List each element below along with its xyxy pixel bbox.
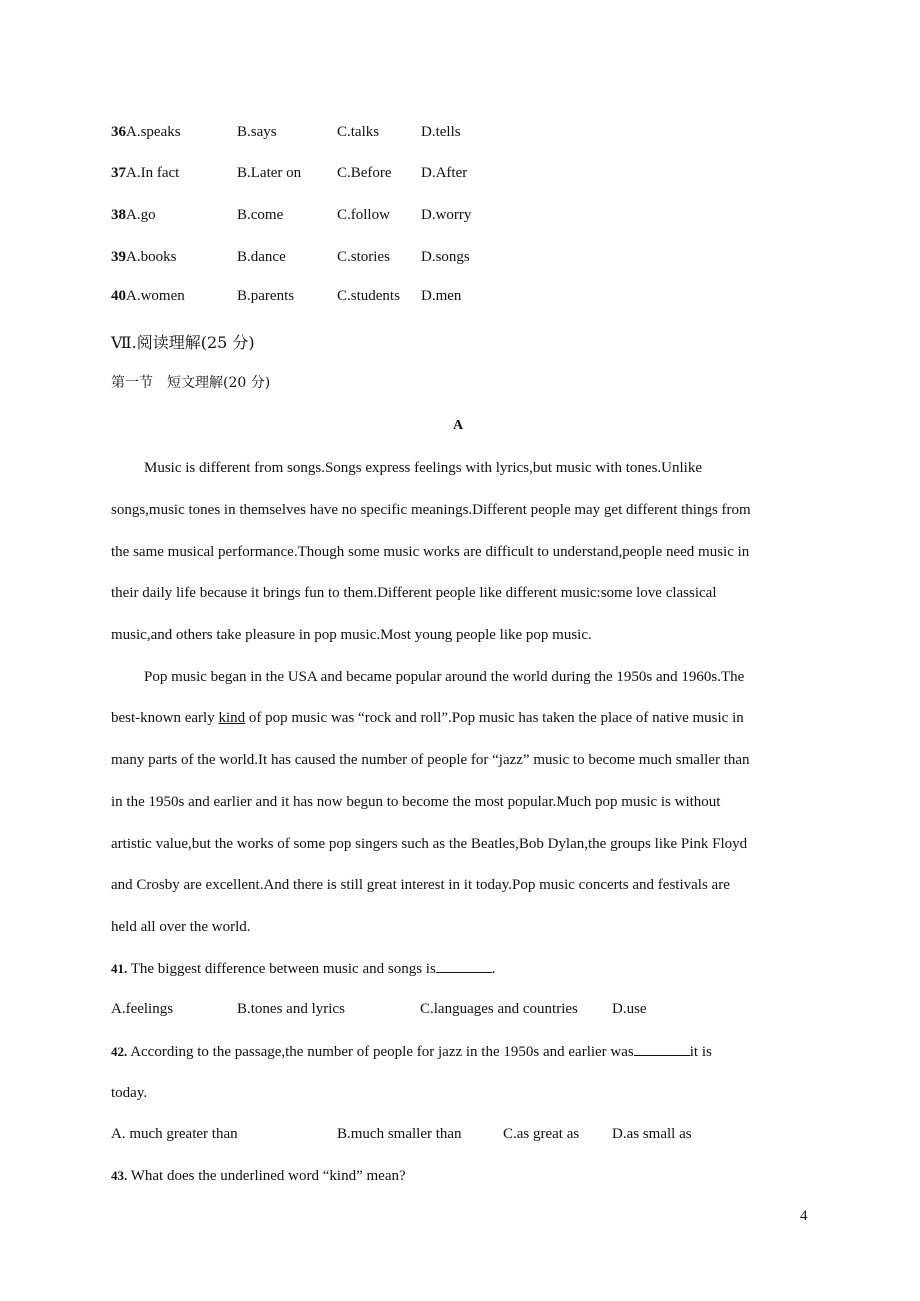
paragraph-line: Pop music began in the USA and became popular around the world during the 1950s and 1960s.The xyxy=(144,669,745,685)
passage-label: A xyxy=(453,418,464,433)
option-a: A. much greater than xyxy=(111,1126,238,1142)
option-b: B.parents xyxy=(237,288,295,304)
option-b: B.come xyxy=(237,207,284,223)
question-text: The biggest difference between music and songs is xyxy=(130,961,436,977)
question-text: What does the underlined word “kind” mean? xyxy=(130,1168,406,1184)
subsection-title: 第一节 短文理解(20 分) xyxy=(111,375,271,391)
question-number: 39 xyxy=(111,249,126,265)
question-number: 37 xyxy=(111,165,126,181)
option-a: A.speaks xyxy=(126,124,181,140)
underlined-word-kind: kind xyxy=(218,710,246,726)
option-d: D.as small as xyxy=(612,1126,692,1142)
paragraph-line: their daily life because it brings fun to them.Different people like different music:some love classical xyxy=(111,585,717,601)
paragraph-line: Music is different from songs.Songs express feelings with lyrics,but music with tones.Unlike xyxy=(144,460,702,476)
paragraph-line: best-known early kind of pop music was “rock and roll”.Pop music has taken the place of native music in xyxy=(111,710,744,726)
paragraph-line: in the 1950s and earlier and it has now begun to become the most popular.Much pop music is without xyxy=(111,794,721,810)
paragraph-line: artistic value,but the works of some pop singers such as the Beatles,Bob Dylan,the groups like Pink Floyd xyxy=(111,836,748,852)
question-number: 43. xyxy=(111,1168,128,1183)
option-c: C.talks xyxy=(337,124,380,140)
option-b: B.dance xyxy=(237,249,286,265)
question-number: 36 xyxy=(111,124,126,140)
paragraph-line: and Crosby are excellent.And there is still great interest in it today.Pop music concerts and festivals are xyxy=(111,877,730,893)
option-c: C.stories xyxy=(337,249,390,265)
option-c: C.students xyxy=(337,288,400,304)
option-a: A.In fact xyxy=(126,165,180,181)
paragraph-line: held all over the world. xyxy=(111,919,251,935)
option-c: C.languages and countries xyxy=(420,1001,578,1017)
question-text: According to the passage,the number of people for jazz in the 1950s and earlier was xyxy=(130,1044,634,1060)
option-a: A.women xyxy=(126,288,185,304)
question-number: 40 xyxy=(111,288,126,304)
option-a: A.books xyxy=(126,249,177,265)
option-d: D.After xyxy=(421,165,468,181)
question-number: 41. xyxy=(111,961,128,976)
paragraph-line: the same musical performance.Though some music works are difficult to understand,people need music in xyxy=(111,544,750,560)
answer-blank xyxy=(436,958,492,973)
option-c: C.as great as xyxy=(503,1126,580,1142)
paragraph-line: music,and others take pleasure in pop music.Most young people like pop music. xyxy=(111,627,592,643)
option-b: B.says xyxy=(237,124,277,140)
answer-blank xyxy=(634,1041,690,1056)
option-c: C.follow xyxy=(337,207,390,223)
option-b: B.tones and lyrics xyxy=(237,1001,345,1017)
option-b: B.much smaller than xyxy=(337,1126,462,1142)
option-d: D.tells xyxy=(421,124,461,140)
option-d: D.use xyxy=(612,1001,647,1017)
option-d: D.songs xyxy=(421,249,470,265)
option-d: D.men xyxy=(421,288,462,304)
option-d: D.worry xyxy=(421,207,472,223)
option-a: A.go xyxy=(126,207,156,223)
question-number: 38 xyxy=(111,207,126,223)
question-text-continued: today. xyxy=(111,1085,148,1101)
option-c: C.Before xyxy=(337,165,392,181)
section-title: Ⅶ.阅读理解(25 分) xyxy=(111,333,255,352)
paragraph-line: many parts of the world.It has caused the number of people for “jazz” music to become much smaller than xyxy=(111,752,750,768)
page-number: 4 xyxy=(800,1208,808,1224)
paragraph-line: songs,music tones in themselves have no specific meanings.Different people may get different things from xyxy=(111,502,751,518)
question-number: 42. xyxy=(111,1044,128,1059)
option-b: B.Later on xyxy=(237,165,302,181)
option-a: A.feelings xyxy=(111,1001,174,1017)
